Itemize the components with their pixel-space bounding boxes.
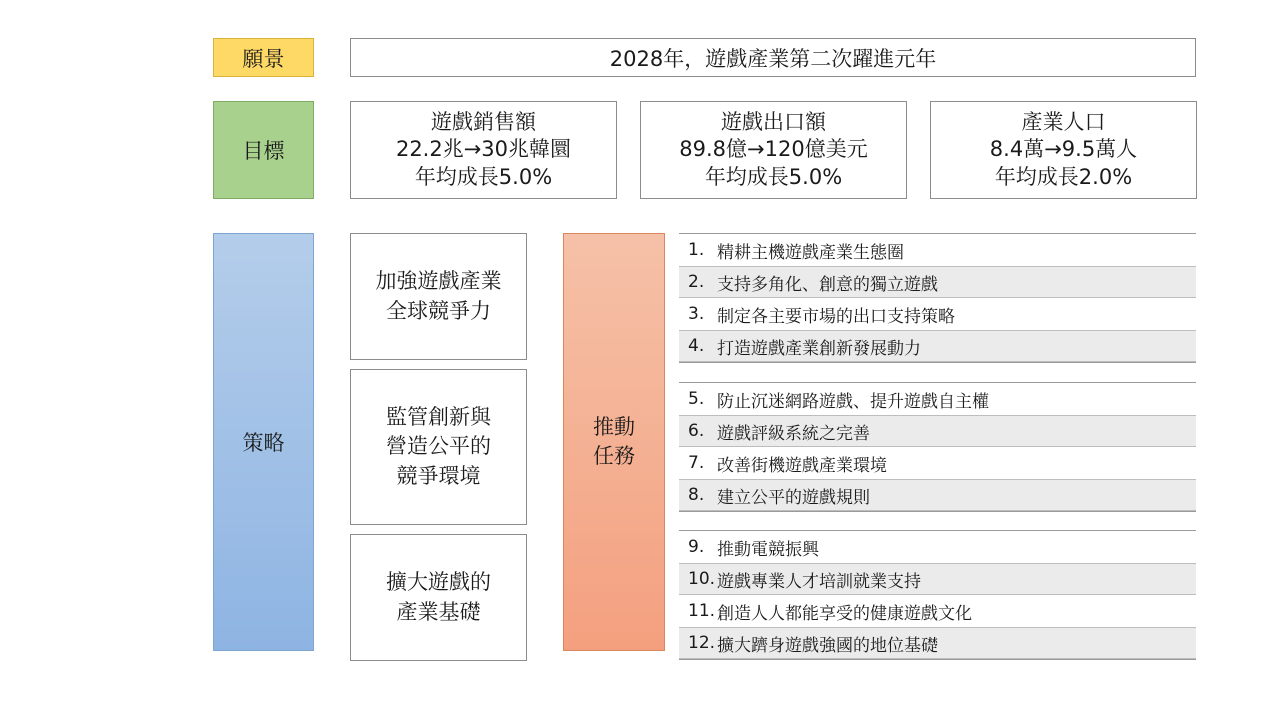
task-group-1: [679, 233, 1196, 363]
task-text: 防止沉迷網路遊戲、提升遊戲自主權: [717, 391, 989, 412]
strategy-line: 全球競爭力: [386, 298, 491, 323]
task-text: 推動電競振興: [717, 539, 819, 560]
goal-growth: 年均成長2.0%: [994, 164, 1133, 189]
task-number: 8.: [688, 485, 705, 505]
task-item: [679, 531, 1196, 563]
vision-label: 願景: [213, 38, 314, 77]
goals-label: 目標: [213, 101, 314, 199]
task-item: [679, 330, 1196, 362]
goal-value: 22.2兆→30兆韓圜: [395, 137, 572, 162]
task-number: 10.: [688, 569, 716, 589]
task-item: [679, 479, 1196, 511]
task-item: [679, 298, 1196, 330]
task-text: 遊戲專業人才培訓就業支持: [717, 571, 921, 592]
goal-card-sales: [350, 101, 617, 199]
task-number: 6.: [688, 421, 705, 441]
strategy-line: 競爭環境: [396, 463, 481, 488]
tasks-label-line: 推動: [593, 414, 635, 439]
task-item: [679, 415, 1196, 447]
strategy-line: 產業基礎: [396, 599, 481, 624]
task-text: 精耕主機遊戲產業生態圈: [717, 242, 904, 263]
strategy-line: 營造公平的: [386, 434, 491, 459]
task-item: [679, 234, 1196, 266]
task-group-3: [679, 530, 1196, 660]
task-number: 11.: [688, 601, 716, 621]
strategy-line: 加強遊戲產業: [375, 269, 502, 294]
task-text: 支持多角化、創意的獨立遊戲: [717, 274, 938, 295]
strategy-card-competitiveness: [350, 233, 527, 360]
task-item: [679, 627, 1196, 659]
task-text: 建立公平的遊戲規則: [717, 487, 870, 508]
task-text: 擴大躋身遊戲強國的地位基礎: [717, 635, 938, 656]
task-text: 制定各主要市場的出口支持策略: [717, 306, 955, 327]
task-text: 打造遊戲產業創新發展動力: [717, 338, 921, 359]
strategy-card-regulation: [350, 369, 527, 525]
task-item: [679, 447, 1196, 479]
task-number: 3.: [688, 304, 705, 324]
goal-value: 89.8億→120億美元: [679, 137, 868, 162]
goal-card-workforce: [930, 101, 1197, 199]
goal-value: 8.4萬→9.5萬人: [989, 137, 1138, 162]
tasks-label-line: 任務: [593, 444, 635, 468]
task-number: 9.: [688, 537, 705, 557]
strategy-label: 策略: [213, 233, 314, 651]
task-number: 7.: [688, 453, 705, 473]
goal-title: 產業人口: [1021, 110, 1106, 135]
tasks-label: [563, 233, 665, 651]
task-text: 改善街機遊戲產業環境: [717, 455, 887, 476]
task-item: [679, 383, 1196, 415]
goal-title: 遊戲出口額: [721, 110, 826, 135]
goal-title: 遊戲銷售額: [431, 110, 536, 135]
task-number: 4.: [688, 336, 705, 356]
strategy-card-foundation: [350, 534, 527, 661]
task-text: 遊戲評級系統之完善: [717, 423, 870, 444]
goal-growth: 年均成長5.0%: [414, 164, 553, 189]
task-text: 創造人人都能享受的健康遊戲文化: [717, 603, 972, 624]
strategy-line: 擴大遊戲的: [386, 570, 491, 595]
goal-card-exports: [640, 101, 907, 199]
vision-text: 2028年，遊戲產業第二次躍進元年: [350, 38, 1196, 77]
task-item: [679, 563, 1196, 595]
task-group-2: [679, 382, 1196, 512]
task-number: 12.: [688, 633, 716, 653]
task-item: [679, 266, 1196, 298]
task-number: 1.: [688, 240, 705, 260]
task-number: 5.: [688, 389, 705, 409]
goal-growth: 年均成長5.0%: [704, 164, 843, 189]
task-item: [679, 595, 1196, 627]
task-number: 2.: [688, 272, 705, 292]
strategy-line: 監管創新與: [386, 404, 491, 429]
